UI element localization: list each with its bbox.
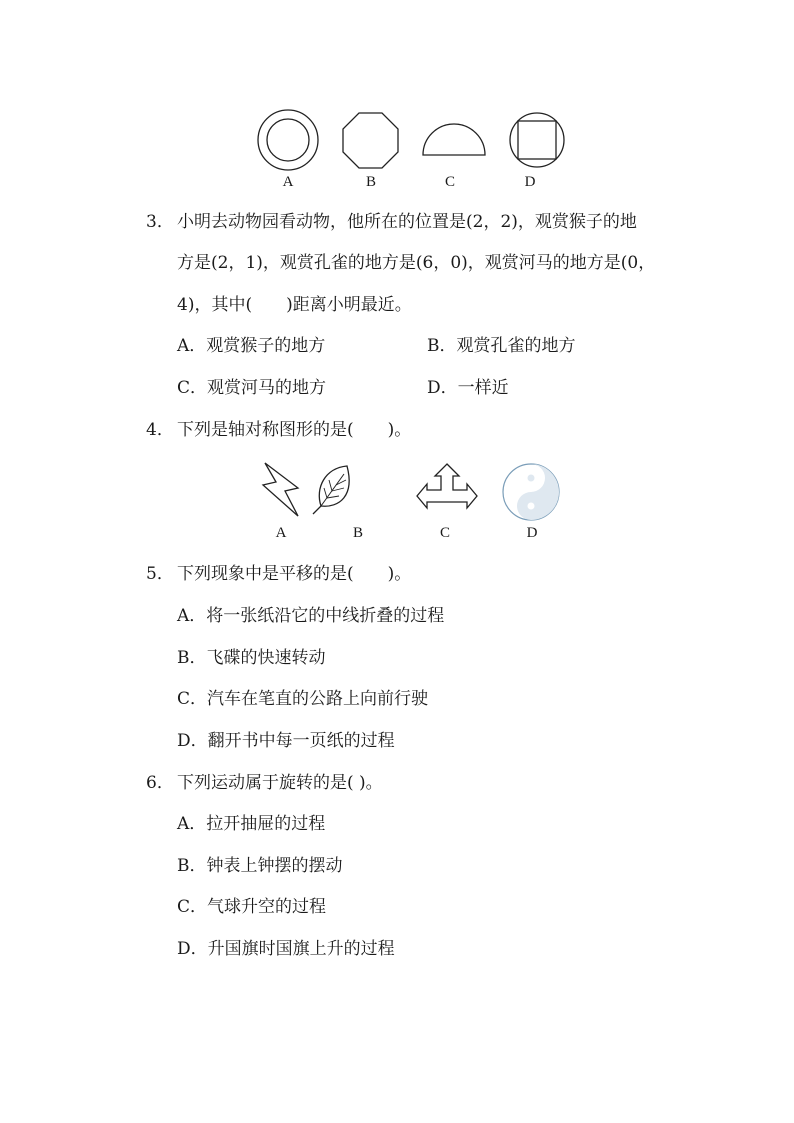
figure-row-2 <box>255 458 575 528</box>
three-way-arrow-icon <box>417 464 477 508</box>
question-5-option-b: B．飞碟的快速转动 <box>177 648 326 668</box>
question-6-line-1: 下列运动属于旋转的是( )。 <box>177 773 383 793</box>
leaf-icon <box>313 466 349 514</box>
figure-row-1-label-d: D <box>524 174 536 190</box>
figure-row-2-label-d: D <box>526 525 538 541</box>
question-4-line-1: 下列是轴对称图形的是( )。 <box>177 420 412 440</box>
question-3-line-2: 方是(2，1)，观赏孔雀的地方是(6，0)，观赏河马的地方是(0， <box>177 253 656 273</box>
lightning-bolt-icon <box>263 463 298 516</box>
question-3-option-b: B．观赏孔雀的地方 <box>427 336 576 356</box>
question-5-line-1: 下列现象中是平移的是( )。 <box>177 564 412 584</box>
question-3-line-3: 4)，其中( )距离小明最近。 <box>177 295 412 315</box>
shape-b-octagon <box>343 113 398 168</box>
question-3-option-a: A．观赏猴子的地方 <box>177 336 326 356</box>
figure-row-1-label-c: C <box>444 174 455 190</box>
question-3-option-c: C．观赏河马的地方 <box>177 378 327 398</box>
question-3-number: 3． <box>146 212 174 232</box>
question-6-option-d: D．升国旗时国旗上升的过程 <box>177 939 395 959</box>
question-6-option-c: C．气球升空的过程 <box>177 897 327 917</box>
question-4-number: 4． <box>146 420 174 440</box>
figure-row-2-label-c: C <box>439 525 450 541</box>
question-6-number: 6． <box>146 773 174 793</box>
question-5-option-c: C．汽车在笔直的公路上向前行驶 <box>177 689 429 709</box>
question-5-option-d: D．翻开书中每一页纸的过程 <box>177 731 395 751</box>
question-3-option-d: D．一样近 <box>427 378 509 398</box>
figure-row-1-label-b: B <box>365 174 376 190</box>
question-5-number: 5． <box>146 564 174 584</box>
shape-d-square-in-circle <box>510 113 564 167</box>
question-6-option-b: B．钟表上钟摆的摆动 <box>177 856 343 876</box>
yin-yang-icon <box>503 464 559 520</box>
question-3-line-1: 小明去动物园看动物，他所在的位置是(2，2)，观赏猴子的地 <box>177 212 637 232</box>
figure-row-1-label-a: A <box>282 174 294 190</box>
question-6-option-a: A．拉开抽屉的过程 <box>177 814 326 834</box>
question-5-option-a: A．将一张纸沿它的中线折叠的过程 <box>177 606 445 626</box>
figure-row-2-label-b: B <box>352 525 363 541</box>
figure-row-2-label-a: A <box>275 525 287 541</box>
shape-c-semicircle <box>423 124 485 155</box>
shape-a-concentric-circles <box>258 110 318 170</box>
figure-row-1 <box>250 105 580 175</box>
